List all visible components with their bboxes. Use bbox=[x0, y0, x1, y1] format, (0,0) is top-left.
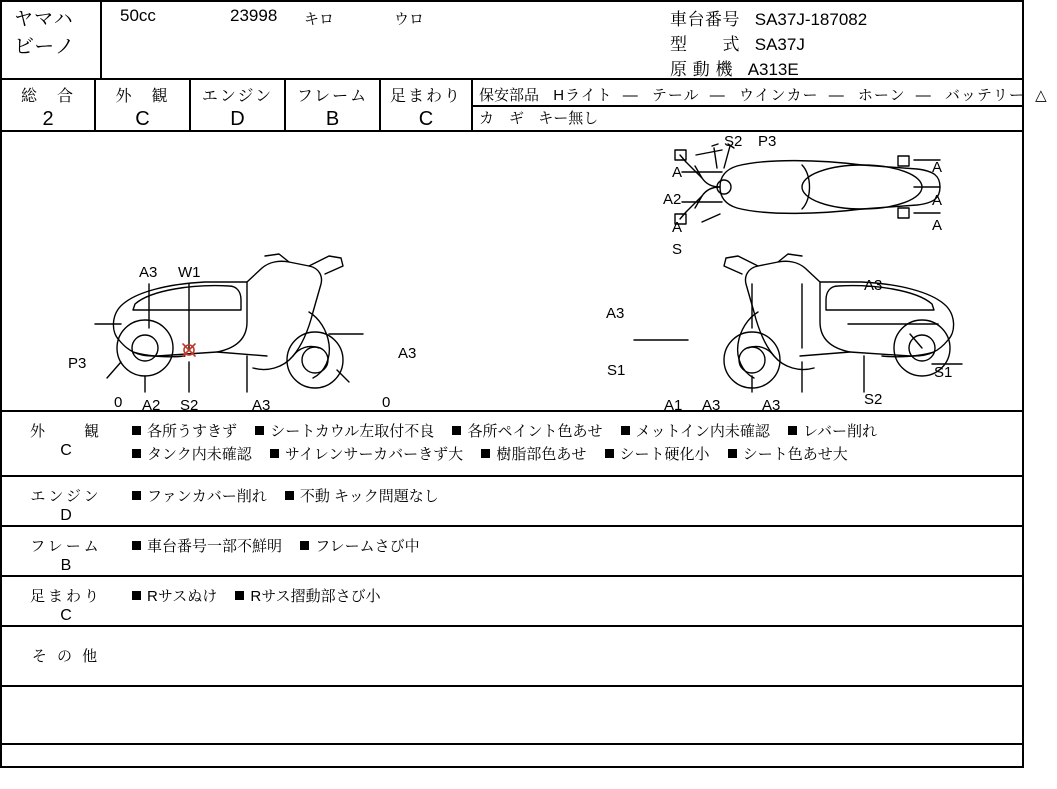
type-label: 型 式 bbox=[670, 35, 740, 54]
detail-item: シート色あせ大 bbox=[728, 443, 848, 466]
grade-value-engine: D bbox=[230, 108, 245, 130]
label-zero-l1: 0 bbox=[114, 394, 123, 411]
label-a3-r3: A3 bbox=[702, 397, 721, 414]
label-a-top4: A bbox=[932, 192, 943, 209]
grade-name-suspension: 足まわり bbox=[389, 88, 462, 105]
equipment-item-taillight: テール ― bbox=[651, 87, 725, 104]
detail-item: 樹脂部色あせ bbox=[481, 443, 586, 466]
equipment-title: 保安部品 bbox=[479, 87, 540, 104]
top-view-labels bbox=[663, 133, 942, 258]
label-a3-l1: A3 bbox=[139, 264, 158, 281]
bullet-square-icon bbox=[300, 541, 309, 550]
detail-item: 各所うすきず bbox=[132, 420, 237, 443]
bullet-square-icon bbox=[132, 449, 141, 458]
bullet-square-icon bbox=[132, 426, 141, 435]
bullet-square-icon bbox=[452, 426, 461, 435]
type-row bbox=[670, 30, 805, 55]
detail-row-exterior bbox=[2, 412, 1022, 477]
grade-bar bbox=[2, 80, 1047, 132]
model-name: ビーノ bbox=[14, 36, 76, 58]
equipment-section bbox=[473, 80, 1047, 130]
grade-cell-frame bbox=[286, 80, 381, 130]
detail-label-suspension: 足まわり C bbox=[29, 587, 102, 624]
top-view bbox=[675, 144, 943, 224]
label-a3-l3: A3 bbox=[398, 345, 417, 362]
key-value: キー無し bbox=[538, 110, 599, 127]
label-a-top5: A bbox=[932, 217, 943, 234]
detail-label-other: そ の 他 bbox=[31, 647, 101, 665]
bullet-square-icon bbox=[285, 491, 294, 500]
detail-body-other bbox=[130, 627, 1022, 685]
bullet-square-icon bbox=[728, 449, 737, 458]
detail-item: サイレンサーカバーきず大 bbox=[270, 443, 463, 466]
right-view-labels bbox=[606, 277, 952, 414]
detail-label-frame: フレーム B bbox=[30, 537, 102, 574]
detail-item: 不動 キック問題なし bbox=[285, 485, 439, 508]
bullet-square-icon bbox=[132, 491, 141, 500]
header-left bbox=[2, 2, 662, 78]
grade-cell-exterior bbox=[96, 80, 191, 130]
header-right bbox=[662, 2, 1022, 78]
engine-label: 原 動 機 bbox=[670, 60, 733, 79]
blank-row bbox=[2, 687, 1022, 745]
label-a3-r2: A3 bbox=[864, 277, 883, 294]
detail-label-exterior: 外 観 C bbox=[29, 423, 102, 459]
engine-value: A313E bbox=[747, 60, 799, 79]
label-s1-r2: S1 bbox=[934, 364, 953, 381]
label-s2-left: S2 bbox=[180, 397, 199, 414]
grade-value-exterior: C bbox=[135, 108, 150, 130]
detail-item: シート硬化小 bbox=[605, 443, 710, 466]
equipment-items-row bbox=[479, 84, 1047, 105]
chassis-row bbox=[670, 5, 867, 30]
grade-name-overall: 総 合 bbox=[20, 88, 75, 105]
engine-row bbox=[670, 55, 799, 80]
detail-item: フレームさび中 bbox=[300, 535, 419, 558]
detail-item: ファンカバー削れ bbox=[132, 485, 267, 508]
detail-body-engine bbox=[130, 477, 1022, 525]
label-a-top2: A bbox=[672, 219, 683, 236]
grade-name-frame: フレーム bbox=[296, 88, 369, 105]
label-a3-r1: A3 bbox=[606, 305, 625, 322]
detail-item: メットイン内未確認 bbox=[621, 420, 770, 443]
bullet-square-icon bbox=[270, 449, 279, 458]
bullet-square-icon bbox=[255, 426, 264, 435]
chassis-label: 車台番号 bbox=[670, 10, 740, 29]
bullet-square-icon bbox=[235, 591, 244, 600]
right-side-view bbox=[634, 254, 962, 392]
label-p3-top: P3 bbox=[758, 133, 777, 150]
year-value: ウロ bbox=[394, 11, 425, 28]
detail-item: Rサス摺動部さび小 bbox=[235, 585, 380, 608]
label-s2-top: S2 bbox=[724, 133, 743, 150]
displacement: 50cc bbox=[120, 6, 156, 25]
detail-item: 車台番号一部不鮮明 bbox=[132, 535, 282, 558]
chassis-value: SA37J-187082 bbox=[754, 10, 868, 29]
maker-name: ヤマハ bbox=[14, 9, 74, 30]
key-label: カ ギ bbox=[479, 110, 525, 127]
footer-area bbox=[2, 745, 1022, 789]
left-side-view bbox=[95, 254, 363, 392]
detail-item: レバー削れ bbox=[788, 420, 877, 443]
detail-row-other bbox=[2, 627, 1022, 687]
detail-item: Rサスぬけ bbox=[132, 585, 217, 608]
grade-name-exterior: 外 観 bbox=[115, 88, 170, 105]
detail-item: タンク内未確認 bbox=[132, 443, 252, 466]
grade-cell-suspension bbox=[381, 80, 473, 130]
equipment-item-winker: ウインカー ― bbox=[738, 87, 844, 104]
label-p3-left: P3 bbox=[68, 355, 87, 372]
bullet-square-icon bbox=[788, 426, 797, 435]
detail-body-suspension bbox=[130, 577, 1022, 625]
label-s2-right: S2 bbox=[864, 391, 883, 408]
detail-row-suspension bbox=[2, 577, 1022, 627]
damage-diagram bbox=[2, 132, 1022, 412]
detail-item: シートカウル左取付不良 bbox=[255, 420, 434, 443]
equipment-item-battery: バッテリー △ bbox=[944, 87, 1047, 104]
grade-name-engine: エンジン bbox=[201, 88, 274, 105]
label-s-top: S bbox=[672, 241, 683, 258]
grade-value-suspension: C bbox=[418, 108, 434, 130]
grade-cell-engine bbox=[191, 80, 286, 130]
equipment-key-row bbox=[479, 107, 608, 128]
mileage-value: 23998 bbox=[230, 6, 278, 25]
grade-value-overall: 2 bbox=[42, 108, 54, 130]
mileage-unit: キロ bbox=[304, 11, 335, 28]
bullet-square-icon bbox=[621, 426, 630, 435]
bullet-square-icon bbox=[132, 591, 141, 600]
label-s1-r1: S1 bbox=[607, 362, 626, 379]
bullet-square-icon bbox=[132, 541, 141, 550]
diagram-svg bbox=[2, 132, 1026, 414]
label-a-top1: A bbox=[672, 164, 683, 181]
label-w1: W1 bbox=[178, 264, 201, 281]
label-a3-r4: A3 bbox=[762, 397, 781, 414]
label-a2-left: A2 bbox=[142, 397, 161, 414]
grade-value-frame: B bbox=[325, 108, 340, 130]
type-value: SA37J bbox=[754, 35, 805, 54]
detail-row-engine bbox=[2, 477, 1022, 527]
equipment-item-horn: ホーン ― bbox=[857, 87, 931, 104]
detail-label-engine: エンジン D bbox=[30, 487, 102, 524]
label-zero-l2: 0 bbox=[382, 394, 391, 411]
detail-body-exterior bbox=[130, 412, 1022, 475]
triangle-icon: △ bbox=[1035, 87, 1047, 104]
header bbox=[2, 2, 1022, 80]
label-a2-top: A2 bbox=[663, 191, 682, 208]
label-a1-right: A1 bbox=[664, 397, 683, 414]
detail-row-frame bbox=[2, 527, 1022, 577]
detail-item: 各所ペイント色あせ bbox=[452, 420, 602, 443]
label-a3-l2: A3 bbox=[252, 397, 271, 414]
grade-cell-overall bbox=[2, 80, 96, 130]
bullet-square-icon bbox=[481, 449, 490, 458]
bullet-square-icon bbox=[605, 449, 614, 458]
equipment-item-headlight: Hライト ― bbox=[553, 87, 638, 104]
detail-body-frame bbox=[130, 527, 1022, 575]
label-a-top3: A bbox=[932, 159, 943, 176]
